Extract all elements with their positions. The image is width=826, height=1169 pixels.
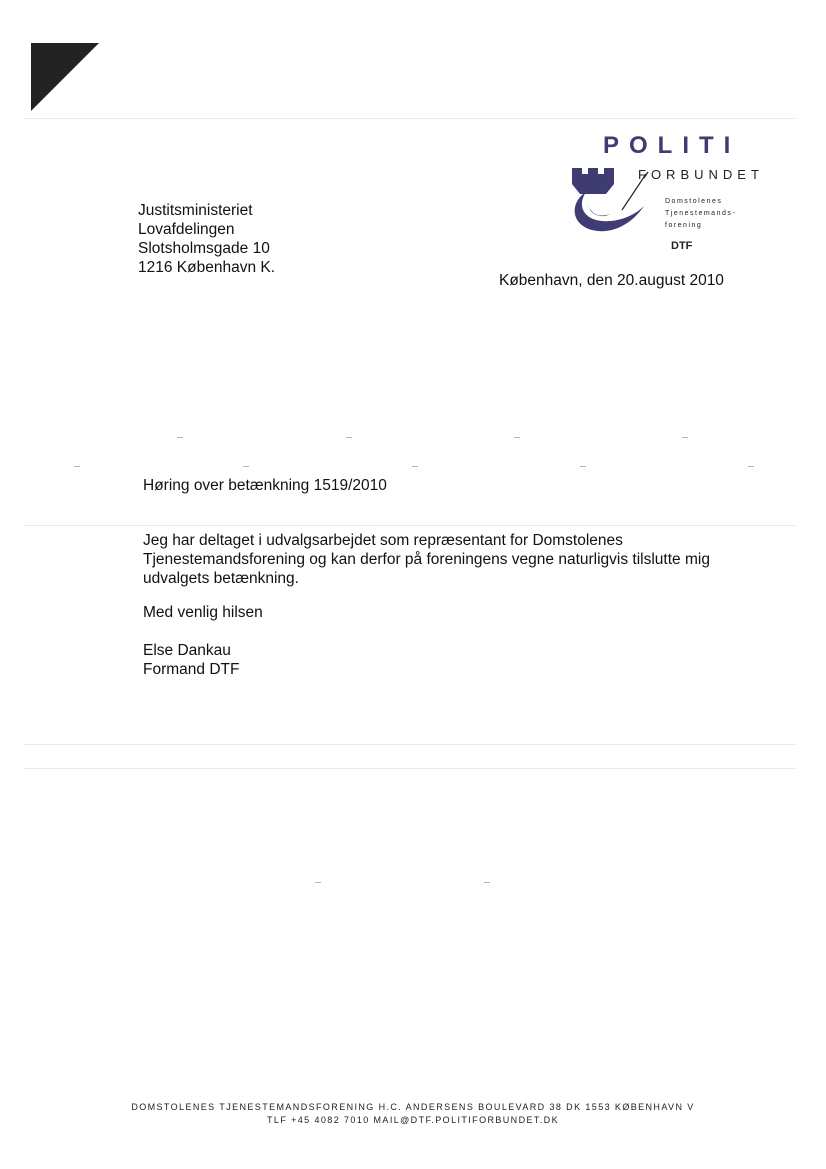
footer-address: DOMSTOLENES TJENESTEMANDSFORENING H.C. ANDERSENS BOULEVARD 38 DK 1553 KØBENHAVN V	[131, 1102, 695, 1112]
recipient-line: Lovafdelingen	[138, 221, 235, 238]
footer-contact: TLF +45 4082 7010 MAIL@DTF.POLITIFORBUNDET.DK	[267, 1115, 559, 1125]
letterhead-footer	[0, 1101, 826, 1127]
scan-speck	[484, 882, 490, 883]
scan-line	[24, 768, 796, 769]
association-line: forening	[665, 222, 703, 229]
signer-name: Else Dankau	[143, 642, 231, 659]
body-line: Tjenestemandsforening og kan derfor på foreningens vegne naturligvis tilslutte mig	[143, 551, 710, 568]
logo-title: POLITI	[603, 132, 741, 159]
signature-block	[143, 641, 239, 679]
recipient-line: Slotsholmsgade 10	[138, 240, 270, 257]
signer-title: Formand DTF	[143, 661, 240, 678]
scan-speck	[346, 437, 352, 438]
logo-subtitle: FORBUNDET	[638, 167, 764, 182]
scan-speck	[682, 437, 688, 438]
body-line: udvalgets betænkning.	[143, 570, 299, 587]
tower-emblem-icon	[566, 162, 652, 240]
recipient-address	[138, 201, 275, 277]
association-name	[665, 196, 736, 232]
letter-date: København, den 20.august 2010	[499, 272, 724, 289]
recipient-line: 1216 København K.	[138, 259, 276, 276]
association-line: Domstolenes	[665, 198, 723, 205]
scan-speck	[315, 882, 321, 883]
logo-abbreviation: DTF	[671, 240, 693, 252]
body-line: Jeg har deltaget i udvalgsarbejdet som repræsentant for Domstolenes	[143, 532, 623, 549]
scan-speck	[243, 466, 249, 467]
scan-speck	[514, 437, 520, 438]
letter-closing: Med venlig hilsen	[143, 604, 263, 621]
scan-speck	[748, 466, 754, 467]
scan-line	[24, 118, 796, 119]
association-line: Tjenestemands-	[665, 210, 737, 217]
recipient-line: Justitsministeriet	[138, 202, 253, 219]
scan-speck	[177, 437, 183, 438]
scan-speck	[74, 466, 80, 467]
letter-subject: Høring over betænkning 1519/2010	[143, 477, 387, 494]
scan-speck	[412, 466, 418, 467]
scan-line	[24, 744, 796, 745]
scan-speck	[580, 466, 586, 467]
politiforbundet-logo	[560, 132, 800, 262]
scan-line	[24, 525, 796, 526]
corner-triangle-mark	[31, 43, 99, 111]
letter-body	[143, 531, 743, 588]
